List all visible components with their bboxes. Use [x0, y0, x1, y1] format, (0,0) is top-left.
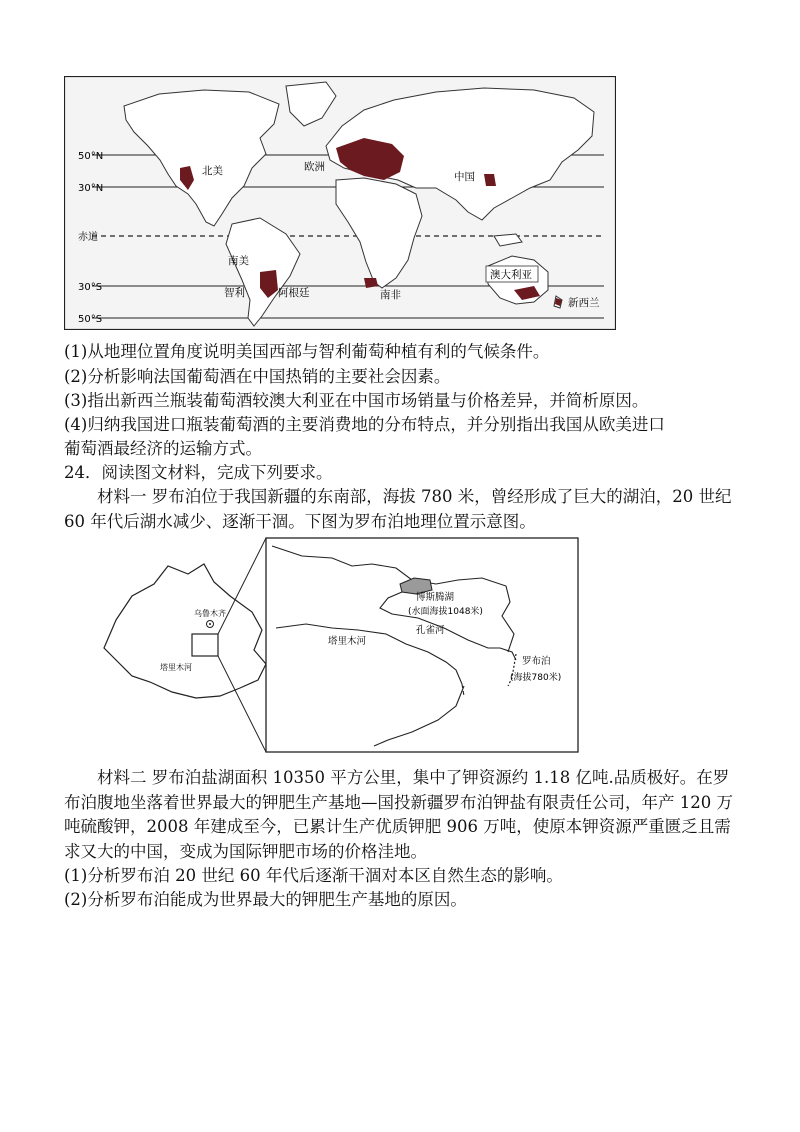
- label-north-america: 北美: [202, 165, 223, 177]
- label-bosten-lake: 博斯腾湖: [416, 592, 455, 603]
- urumqi-dot: [209, 623, 211, 625]
- label-south-america: 南美: [228, 255, 249, 267]
- label-china: 中国: [454, 171, 475, 183]
- lop-nur-map: [96, 536, 584, 754]
- lat-label-30n: 30°N: [78, 183, 104, 194]
- q24-question-1: (1)分析罗布泊 20 世纪 60 年代后逐渐干涸对本区自然生态的影响。: [64, 866, 563, 885]
- label-lop-nur-elev: (海拔780米): [510, 673, 562, 683]
- wine-region-china: [484, 174, 496, 186]
- q24-material-1: 材料一 罗布泊位于我国新疆的东南部，海拔 780 米，曾经形成了巨大的湖泊，20 世纪 60 年代后湖水减少、逐渐干涸。下图为罗布泊地理位置示意图。: [64, 487, 732, 531]
- label-bosten-elev: (水面海拔1048米): [408, 607, 483, 617]
- q24-material-2: 材料二 罗布泊盐湖面积 10350 平方公里，集中了钾资源约 1.18 亿吨.品质极好。在罗布泊腹地坐落着世界最大的钾肥生产基地—国投新疆罗布泊钾盐有限责任公司，年产 120 万吨硫酸钾，2008 年建成至今，已累计生产优质钾肥 906 万吨，使原本钾资源严重匮乏且需求又大的中国，变成为国际钾肥市场的价格洼地。: [64, 768, 733, 861]
- label-argentina: 阿根廷: [278, 287, 310, 299]
- label-chile: 智利: [224, 287, 245, 299]
- q23-question-2: (2)分析影响法国葡萄酒在中国热销的主要社会因素。: [64, 367, 451, 386]
- q23-question-3: (3)指出新西兰瓶装葡萄酒较澳大利亚在中国市场销量与价格差异，并简析原因。: [64, 391, 649, 410]
- label-new-zealand: 新西兰: [568, 297, 600, 309]
- lat-label-50n: 50°N: [78, 151, 104, 162]
- lat-label-50s: 50°S: [78, 314, 103, 325]
- lat-label-equator: 赤道: [78, 232, 98, 243]
- label-tarim-river: 塔里木河: [328, 636, 367, 647]
- label-australia: 澳大利亚: [490, 269, 532, 281]
- xinjiang-outline: [104, 564, 266, 698]
- label-europe: 欧洲: [304, 161, 325, 173]
- q24-question-2: (2)分析罗布泊能成为世界最大的钾肥生产基地的原因。: [64, 890, 467, 909]
- label-lop-nur: 罗布泊: [522, 656, 551, 667]
- q23-question-4-cont: 葡萄酒最经济的运输方式。: [64, 439, 262, 458]
- q23-question-4: (4)归纳我国进口瓶装葡萄酒的主要消费地的分布特点，并分别指出我国从欧美进口: [64, 415, 665, 434]
- label-kongque-river: 孔雀河: [416, 625, 445, 636]
- lat-label-30s: 30°S: [78, 282, 103, 293]
- q23-question-1: (1)从地理位置角度说明美国西部与智利葡萄种植有利的气候条件。: [64, 342, 550, 361]
- detail-frame: [266, 538, 578, 752]
- label-tarim-small: 塔里木河: [160, 663, 192, 672]
- q24-header: 24．阅读图文材料，完成下列要求。: [64, 463, 333, 482]
- label-south-africa: 南非: [380, 289, 401, 301]
- label-urumqi: 乌鲁木齐: [194, 609, 226, 618]
- world-wine-map: [64, 76, 616, 330]
